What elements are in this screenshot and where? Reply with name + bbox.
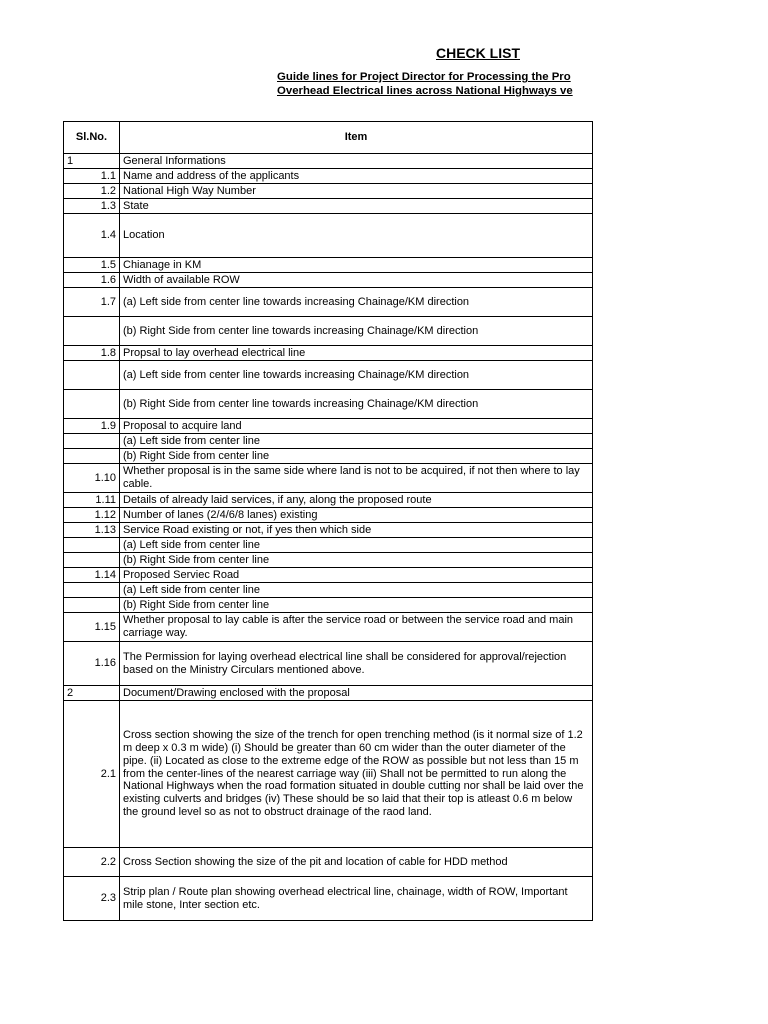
row-item: The Permission for laying overhead electrical line shall be considered for approval/rejection based on the Ministry Circulars mentioned above. (120, 642, 593, 686)
subtitle-line-2: Overhead Electrical lines across National Highways ve (277, 85, 573, 97)
header-item: Item (120, 122, 593, 154)
row-number (64, 434, 120, 449)
row-number (64, 449, 120, 464)
page-title: CHECK LIST (436, 45, 520, 61)
table-row (64, 449, 593, 464)
row-item: (a) Left side from center line (120, 583, 593, 598)
row-number: 1.5 (64, 258, 120, 273)
row-item: State (120, 199, 593, 214)
table-row (64, 419, 593, 434)
table-row (64, 169, 593, 184)
row-number (64, 598, 120, 613)
row-item: Whether proposal to lay cable is after the service road or between the service road and main carriage way. (120, 613, 593, 642)
row-number (64, 583, 120, 598)
table-row (64, 317, 593, 346)
row-item: Chianage in KM (120, 258, 593, 273)
table-row (64, 568, 593, 583)
row-item: (a) Left side from center line (120, 538, 593, 553)
row-number: 1.13 (64, 523, 120, 538)
row-number (64, 390, 120, 419)
row-item: Document/Drawing enclosed with the proposal (120, 686, 593, 701)
row-item: General Informations (120, 154, 593, 169)
row-number: 1.15 (64, 613, 120, 642)
row-number (64, 361, 120, 390)
row-item: (b) Right Side from center line (120, 598, 593, 613)
table-row (64, 538, 593, 553)
table-row (64, 154, 593, 169)
table-row (64, 464, 593, 493)
table-row (64, 583, 593, 598)
row-number: 1.10 (64, 464, 120, 493)
row-number: 2.3 (64, 877, 120, 921)
row-item: (b) Right Side from center line (120, 449, 593, 464)
table-row (64, 199, 593, 214)
checklist-body (64, 154, 593, 921)
table-row (64, 273, 593, 288)
row-number: 1 (64, 154, 120, 169)
row-number: 1.16 (64, 642, 120, 686)
row-item: Service Road existing or not, if yes then which side (120, 523, 593, 538)
row-number: 1.4 (64, 214, 120, 258)
table-row (64, 848, 593, 877)
table-row (64, 553, 593, 568)
row-number: 1.6 (64, 273, 120, 288)
row-item: (b) Right Side from center line towards increasing Chainage/KM direction (120, 390, 593, 419)
row-number: 1.11 (64, 493, 120, 508)
table-row (64, 642, 593, 686)
header-row (64, 122, 593, 154)
row-number: 1.8 (64, 346, 120, 361)
table-row (64, 523, 593, 538)
table-row (64, 361, 593, 390)
table-row (64, 613, 593, 642)
table-row (64, 288, 593, 317)
row-item: Propsal to lay overhead electrical line (120, 346, 593, 361)
row-item: (b) Right Side from center line towards increasing Chainage/KM direction (120, 317, 593, 346)
row-item: Proposal to acquire land (120, 419, 593, 434)
row-item: (b) Right Side from center line (120, 553, 593, 568)
row-item: Number of lanes (2/4/6/8 lanes) existing (120, 508, 593, 523)
table-row (64, 390, 593, 419)
row-item: Strip plan / Route plan showing overhead electrical line, chainage, width of ROW, Important mile stone, Inter section etc. (120, 877, 593, 921)
table-row (64, 184, 593, 199)
row-item: Name and address of the applicants (120, 169, 593, 184)
table-row (64, 701, 593, 848)
table-row (64, 346, 593, 361)
table-row (64, 508, 593, 523)
row-number: 1.9 (64, 419, 120, 434)
row-number (64, 317, 120, 346)
row-number: 1.3 (64, 199, 120, 214)
table-row (64, 258, 593, 273)
table-row (64, 598, 593, 613)
row-item: Details of already laid services, if any, along the proposed route (120, 493, 593, 508)
row-number (64, 553, 120, 568)
row-item: National High Way Number (120, 184, 593, 199)
row-number (64, 538, 120, 553)
table-row (64, 214, 593, 258)
row-number: 1.1 (64, 169, 120, 184)
table-row (64, 686, 593, 701)
row-number: 1.2 (64, 184, 120, 199)
row-item: (a) Left side from center line towards increasing Chainage/KM direction (120, 361, 593, 390)
row-number: 2 (64, 686, 120, 701)
checklist-table (63, 121, 593, 921)
table-row (64, 493, 593, 508)
row-number: 2.1 (64, 701, 120, 848)
subtitle-line-1: Guide lines for Project Director for Processing the Pro (277, 71, 571, 83)
table-row (64, 877, 593, 921)
header-slno: Sl.No. (64, 122, 120, 154)
row-number: 2.2 (64, 848, 120, 877)
row-number: 1.14 (64, 568, 120, 583)
row-item: Location (120, 214, 593, 258)
row-item: (a) Left side from center line (120, 434, 593, 449)
row-number: 1.12 (64, 508, 120, 523)
table-row (64, 434, 593, 449)
row-item: Whether proposal is in the same side where land is not to be acquired, if not then where to lay cable. (120, 464, 593, 493)
row-item: Proposed Serviec Road (120, 568, 593, 583)
row-item: (a) Left side from center line towards increasing Chainage/KM direction (120, 288, 593, 317)
row-item: Cross Section showing the size of the pit and location of cable for HDD method (120, 848, 593, 877)
row-item: Width of available ROW (120, 273, 593, 288)
row-item: Cross section showing the size of the trench for open trenching method (is it normal size of 1.2 m deep x 0.3 m wide) (i) Should be greater than 60 cm wider than the outer diameter of the pipe. (ii) Located as close to the extreme edge of the ROW as possible but not less than 15 m from the center-lines of the nearest carriage way (iii) Shall not be permitted to run along the National Highways when the road formation situated in double cutting nor shall be laid over the existing culverts and bridges (iv) These should be so laid that their top is atleast 0.6 m below the ground level so as not to obstruct drainage of the raod land. (120, 701, 593, 848)
row-number: 1.7 (64, 288, 120, 317)
